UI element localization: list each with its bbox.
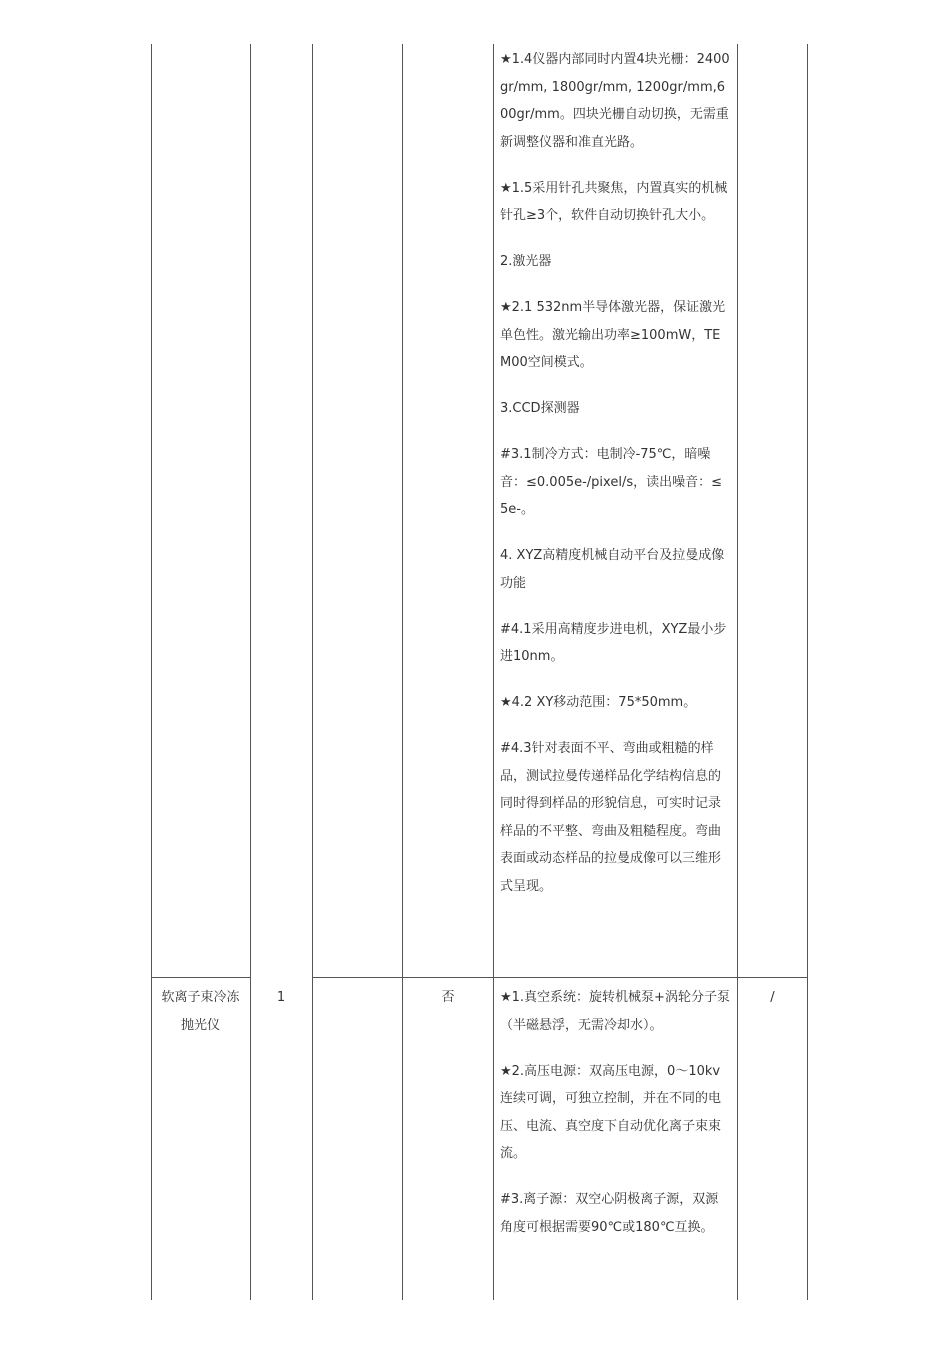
spec-paragraph: ★4.2 XY移动范围：75*50mm。 [500,695,697,710]
spec-cell-continued [500,46,730,919]
spec-cell-new [500,984,730,1260]
imported-cell: 否 [441,990,455,1005]
spec-paragraph: 3.CCD探测器 [500,401,580,416]
spec-paragraph: #3.1制冷方式：电制冷-75℃，暗噪音：≤0.005e-/pixel/s，读出噪音：≤5e-。 [500,447,722,517]
spec-paragraph: ★1.5采用针孔共聚焦，内置真实的机械针孔≥3个，软件自动切换针孔大小。 [500,180,728,223]
equipment-name-cell: 软离子束冷冻抛光仪 [161,990,240,1033]
spec-paragraph: #4.1采用高精度步进电机，XYZ最小步进10nm。 [500,621,727,664]
row-separator [151,977,250,978]
table-divider-4 [493,44,494,1300]
quantity-cell: 1 [276,990,286,1005]
spec-paragraph: #3.离子源：双空心阴极离子源，双源角度可根据需要90℃或180℃互换。 [500,1192,719,1235]
table-border-left [151,44,152,1300]
spec-paragraph: 2.激光器 [500,254,552,269]
spec-paragraph: 4. XYZ高精度机械自动平台及拉曼成像功能 [500,548,725,591]
table-border-right [807,44,808,1300]
table-divider-2 [312,44,313,1300]
table-divider-3 [402,44,403,1300]
table-divider-5 [737,44,738,1300]
spec-paragraph: ★2.1 532nm半导体激光器，保证激光单色性。激光输出功率≥100mW，TEM00空间模式。 [500,300,726,370]
remark-cell: / [770,990,775,1005]
row-separator [312,977,808,978]
spec-paragraph: ★2.高压电源：双高压电源，0～10kv连续可调，可独立控制，并在不同的电压、电流、真空度下自动优化离子束束流。 [500,1063,722,1161]
spec-paragraph: ★1.真空系统：旋转机械泵+涡轮分子泵（半磁悬浮，无需冷却水）。 [500,990,730,1033]
spec-paragraph: #4.3针对表面不平、弯曲或粗糙的样品，测试拉曼传递样品化学结构信息的同时得到样品的形貌信息，可实时记录样品的不平整、弯曲及粗糙程度。弯曲表面或动态样品的拉曼成像可以三维形式呈现。 [500,741,722,894]
table-divider-1 [250,44,251,1300]
spec-paragraph: ★1.4仪器内部同时内置4块光栅：2400gr/mm, 1800gr/mm, 1200gr/mm,600gr/mm。四块光栅自动切换，无需重新调整仪器和准直光路。 [500,52,730,150]
